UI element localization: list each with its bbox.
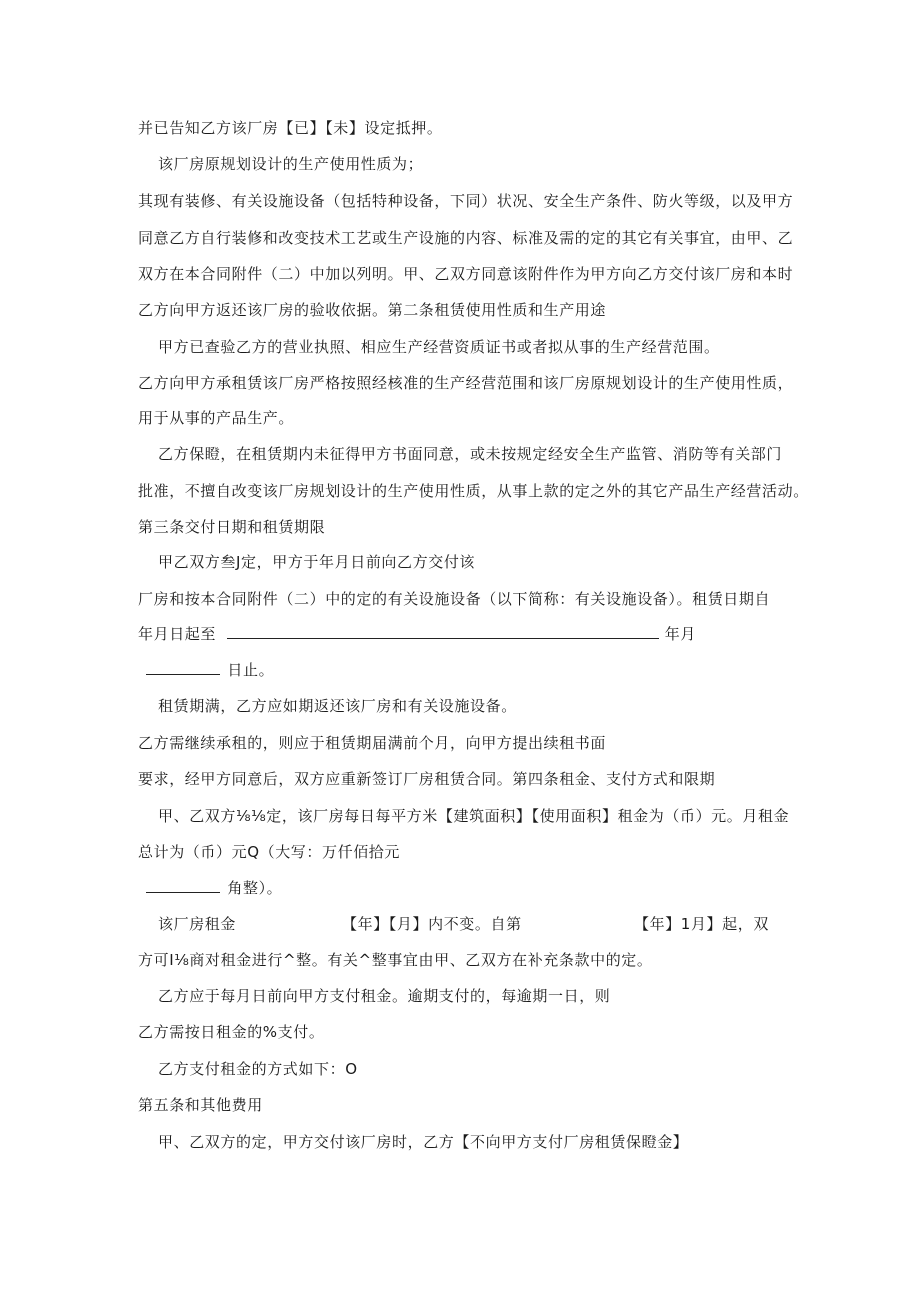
paragraph-line	[138, 624, 696, 644]
paragraph-line: 要求，经甲方同意后，双方应重新签订厂房租赁合同。第四条租金、支付方式和限期	[138, 770, 716, 788]
paragraph-line: 甲、乙双方⅛⅛定，该厂房每日每平方米【建筑面积】【使用面积】租金为（币）元。月租金	[158, 807, 790, 825]
paragraph-line: 并已告知乙方该厂房【已】【未】设定抵押。	[138, 119, 443, 137]
paragraph-line: 甲方已查验乙方的营业执照、相应生产经营资质证书或者拟从事的生产经营范围。	[158, 338, 720, 356]
paragraph-line: 甲、乙双方的定，甲方交付该厂房时，乙方【不向甲方支付厂房租赁保瞪金】	[158, 1133, 689, 1151]
paragraph-line: 总计为（币）元Q（大写：万仟佰拾元	[138, 843, 401, 861]
paragraph-line: 批准，不擅自改变该厂房规划设计的生产使用性质，从事上款的定之外的其它产品生产经营活动。	[138, 482, 809, 500]
paragraph-line: 乙方向甲方返还该厂房的验收依据。第二条租赁使用性质和生产用途	[138, 301, 607, 319]
text-run: 年月日起至	[138, 625, 217, 643]
blank-underline	[146, 660, 220, 675]
paragraph-line: 用于从事的产品生产。	[138, 409, 295, 427]
paragraph-line: 乙方应于每月日前向甲方支付租金。逾期支付的，每逾期一日，则	[158, 987, 611, 1005]
paragraph-line: 甲乙双方叁J定，甲方于年月日前向乙方交付该	[158, 553, 476, 571]
section-heading: 第五条和其他费用	[138, 1096, 263, 1114]
paragraph-line: 厂房和按本合同附件（二）中的定的有关设施设备（以下简称：有关设施设备）。租赁日期自	[138, 590, 771, 608]
text-run: 年月	[664, 625, 696, 643]
paragraph-line: 其现有装修、有关设施设备（包括特种设备，下同）状况、安全生产条件、防火等级，以及甲方	[138, 192, 794, 210]
paragraph-line: 乙方需按日租金的%支付。	[138, 1023, 325, 1041]
paragraph-line: 【年】1月】起，双	[634, 915, 769, 933]
blank-underline	[227, 624, 659, 639]
paragraph-line: 租赁期满，乙方应如期返还该厂房和有关设施设备。	[158, 697, 517, 715]
paragraph-line: 同意乙方自行装修和改变技术工艺或生产设施的内容、标准及需的定的其它有关事宜，由甲、乙	[138, 229, 794, 247]
paragraph-line: 该厂房租金	[158, 915, 237, 933]
paragraph-line: 乙方向甲方承租赁该厂房严格按照经核准的生产经营范围和该厂房原规划设计的生产使用性质，	[138, 374, 794, 392]
paragraph-line: 方可I⅛商对租金进行^整。有关^整事宜由甲、乙双方在补充条款中的定。	[138, 951, 653, 969]
paragraph-line	[146, 878, 282, 898]
paragraph-line: 该厂房原规划设计的生产使用性质为；	[158, 155, 424, 173]
paragraph-line: 乙方保瞪，在租赁期内未征得甲方书面同意，或未按规定经安全生产监管、消防等有关部门	[158, 445, 783, 463]
paragraph-line: 双方在本合同附件（二）中加以列明。甲、乙双方同意该附件作为甲方向乙方交付该厂房和本时	[138, 265, 794, 283]
paragraph-line	[146, 660, 274, 680]
text-run: 日止。	[227, 661, 275, 679]
section-heading: 第三条交付日期和租赁期限	[138, 518, 326, 536]
paragraph-line: 乙方需继续承租的，则应于租赁期届满前个月，向甲方提出续租书面	[138, 734, 607, 752]
paragraph-line: 乙方支付租金的方式如下：O	[158, 1060, 358, 1078]
blank-underline	[146, 878, 220, 893]
paragraph-line: 【年】【月】内不变。自第	[342, 915, 522, 933]
text-run: 角整）。	[227, 879, 283, 897]
